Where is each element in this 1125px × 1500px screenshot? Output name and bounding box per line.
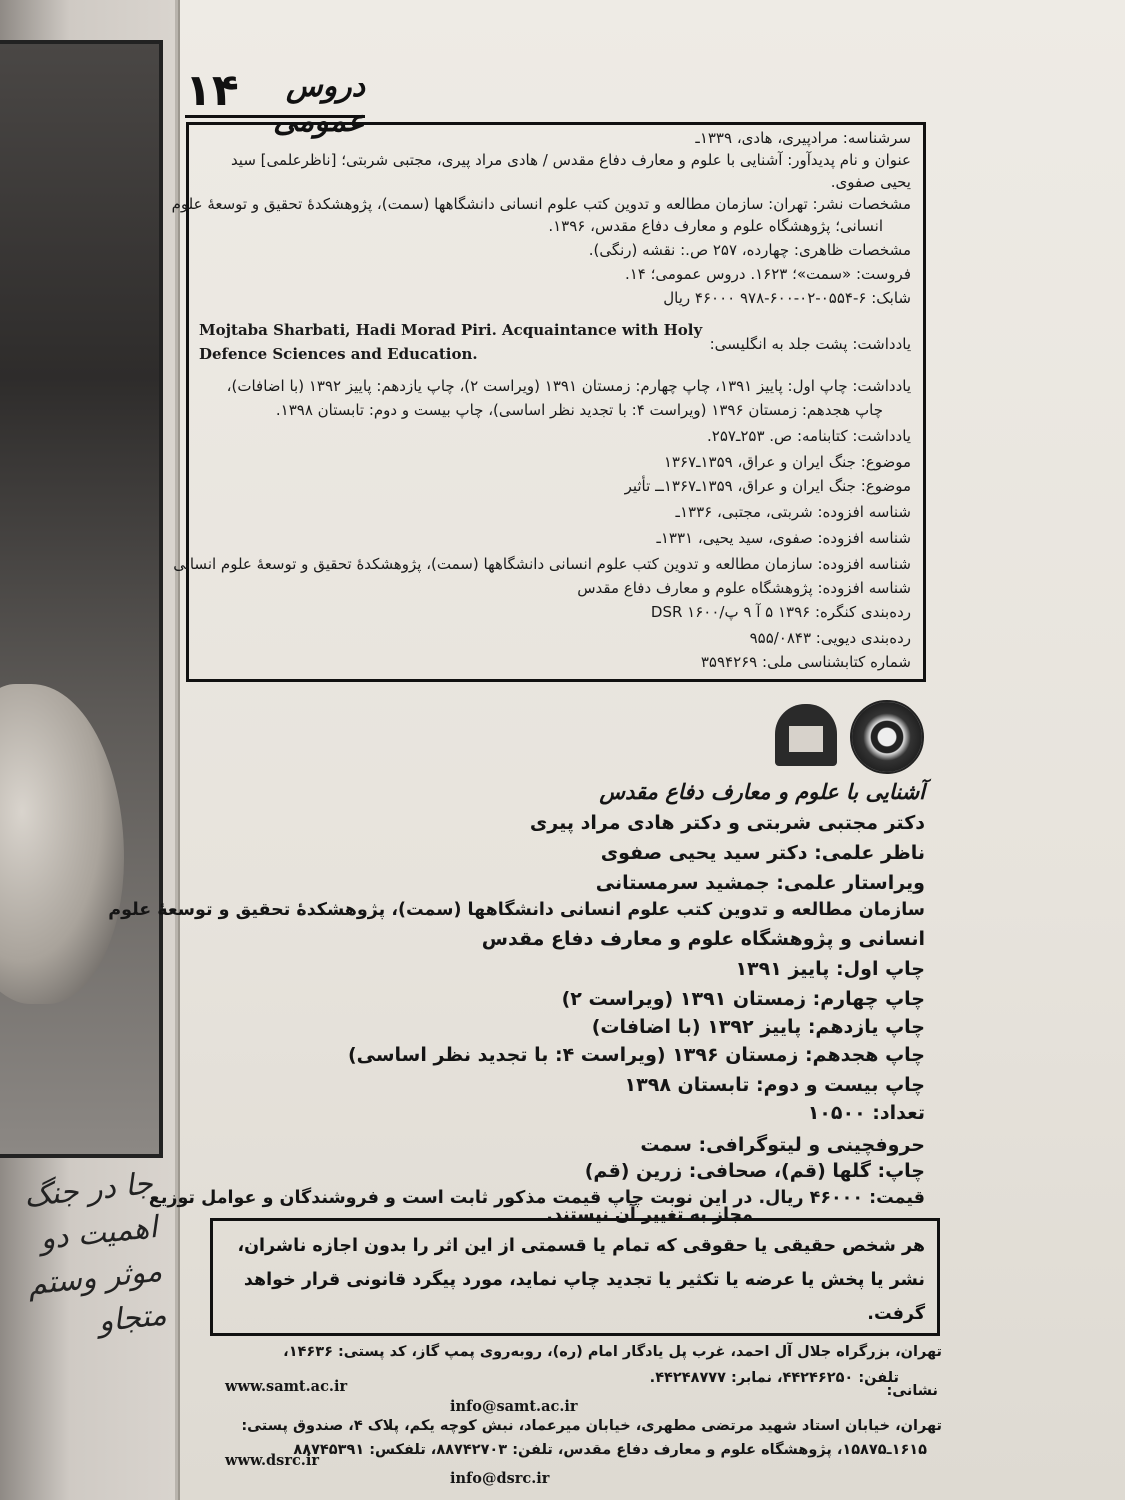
colophon-line: مجاز به تغییر آن نیستند.	[546, 1205, 753, 1225]
cip-line: یادداشت: پشت جلد به انگلیسی:	[709, 335, 911, 353]
cip-line: انسانی؛ پژوهشگاه علوم و معارف دفاع مقدس، ۱۳۹۶.	[548, 217, 883, 235]
colophon-line: چاپ اول: پاییز ۱۳۹۱	[735, 958, 925, 980]
copyright-notice: هر شخص حقیقی یا حقوقی که تمام یا قسمتی از این اثر را بدون اجازه ناشران، نشر یا پخش یا عرضه یا تکثیر یا تجدید چاپ نماید، مورد پیگرد قانونی قرار خواهد گرفت.	[210, 1218, 940, 1336]
caption-line: جا در جنگ اهمیت دو	[22, 1166, 160, 1257]
colophon-line: چاپ بیست و دوم: تابستان ۱۳۹۸	[624, 1074, 925, 1096]
colophon-line: حروفچینی و لیتوگرافی: سمت	[640, 1134, 925, 1156]
caption-line: موثر وستم متجاو	[26, 1253, 169, 1340]
cip-subject: موضوع: جنگ ایران و عراق، ۱۳۵۹ـ۱۳۶۷	[663, 453, 911, 471]
cip-line: فروست: «سمت»؛ ۱۶۲۳. دروس عمومی؛ ۱۴.	[624, 265, 911, 283]
previous-page	[0, 0, 175, 1500]
colophon-line: انسانی و پژوهشگاه علوم و معارف دفاع مقدس	[481, 928, 925, 950]
colophon-line: تعداد: ۱۰۵۰۰	[807, 1102, 925, 1124]
cip-line: یادداشت: کتابنامه: ص. ۲۵۳ـ۲۵۷.	[706, 427, 911, 445]
series-number: ۱۴	[185, 65, 239, 116]
portrait-face	[0, 684, 124, 1004]
cip-isbn: شابک: ۶-۰۵۵۴-۰۲-۶۰۰-۹۷۸ ۴۶۰۰۰ ریال	[663, 289, 911, 307]
cip-national-number: شماره کتابشناسی ملی: ۳۵۹۴۲۶۹	[700, 653, 911, 671]
colophon-line: ویراستار علمی: جمشید سرمستانی	[595, 872, 925, 894]
previous-page-caption	[0, 1162, 169, 1354]
colophon-line: سازمان مطالعه و تدوین کتب علوم انسانی دانشگاهها (سمت)، پژوهشکدهٔ تحقیق و توسعهٔ علوم	[108, 900, 925, 920]
address-line: ۱۶۱۵ـ۱۵۸۷۵، پژوهشگاه علوم و معارف دفاع مقدس، تلفن: ۸۸۷۴۲۷۰۳، تلفکس: ۸۸۷۴۵۳۹۱	[293, 1442, 927, 1458]
colophon-line: چاپ: گلها (قم)، صحافی: زرین (قم)	[584, 1160, 925, 1182]
cip-classification: رده‌بندی دیویی: ۹۵۵/۰۸۴۳	[749, 629, 911, 647]
book-title: آشنایی با علوم و معارف دفاع مقدس	[599, 780, 925, 804]
cip-line: شناسه افزوده: صفوی، سید یحیی، ۱۳۳۱ـ	[656, 529, 911, 547]
english-title-line: Mojtaba Sharbati, Hadi Morad Piri. Acquaintance with Holy	[199, 321, 703, 339]
cip-line: یادداشت: چاپ اول: پاییز ۱۳۹۱، چاپ چهارم: زمستان ۱۳۹۱ (ویراست ۲)، چاپ یازدهم: پاییز ۱۳۹۲ (با اضافات)،	[226, 377, 911, 395]
building-seal-icon	[775, 704, 837, 766]
colophon-line: چاپ یازدهم: پاییز ۱۳۹۲ (با اضافات)	[591, 1016, 925, 1038]
address-line: تهران، خیابان استاد شهید مرتضی مطهری، خیابان میرعماد، نبش کوچه یکم، پلاک ۴، صندوق پستی:	[241, 1418, 942, 1434]
portrait-photo	[0, 40, 163, 1158]
cip-line: شناسه افزوده: پژوهشگاه علوم و معارف دفاع مقدس	[577, 579, 911, 597]
cip-line: شناسه افزوده: شربتی، مجتبی، ۱۳۳۶ـ	[675, 503, 911, 521]
cip-classification: رده‌بندی کنگره: ۱۳۹۶ ۵ آ ۹ پ/۱۶۰۰ DSR	[650, 603, 911, 621]
cip-line: مشخصات ظاهری: چهارده، ۲۵۷ ص.: نقشه (رنگی).	[588, 241, 911, 259]
cip-line: مشخصات نشر: تهران: سازمان مطالعه و تدوین کتب علوم انسانی دانشگاهها (سمت)، پژوهشکدهٔ تحقیق و توسعهٔ علوم	[171, 195, 911, 213]
cip-line: سرشناسه: مرادپیری، هادی، ۱۳۳۹ـ	[695, 129, 911, 147]
address-line: تلفن: ۴۴۲۴۶۲۵۰، نمابر: ۴۴۲۴۸۷۷۷.	[649, 1370, 899, 1386]
series-title: دروس عمومی	[273, 69, 365, 139]
samt-ring-logo-icon	[850, 700, 924, 774]
price-line: قیمت: ۴۶۰۰۰ ریال. در این نوبت چاپ قیمت مذکور ثابت است و فروشندگان و عوامل توزیع	[148, 1188, 925, 1208]
copyright-page	[108, 0, 1125, 1500]
cip-line: شناسه افزوده: سازمان مطالعه و تدوین کتب علوم انسانی دانشگاهها (سمت)، پژوهشکدهٔ تحقیق و توسعهٔ علوم انسانی	[173, 555, 911, 573]
cip-subject: موضوع: جنگ ایران و عراق، ۱۳۵۹ـ۱۳۶۷ــ تأثیر	[624, 477, 911, 495]
series-header	[185, 55, 365, 139]
cip-line: چاپ هجدهم: زمستان ۱۳۹۶ (ویراست ۴: با تجدید نظر اساسی)، چاپ بیست و دوم: تابستان ۱۳۹۸.	[275, 401, 883, 419]
colophon-line: چاپ هجدهم: زمستان ۱۳۹۶ (ویراست ۴: با تجدید نظر اساسی)	[347, 1044, 925, 1066]
colophon-line: دکتر مجتبی شربتی و دکتر هادی مراد پیری	[529, 812, 925, 834]
cataloging-box	[171, 122, 926, 682]
publisher-logos	[775, 700, 925, 780]
email-link[interactable]: info@dsrc.ir	[450, 1470, 550, 1487]
cip-line: عنوان و نام پدیدآور: آشنایی با علوم و معارف دفاع مقدس / هادی مراد پیری، مجتبی شربتی؛ [ناظرعلمی] سید	[230, 151, 911, 169]
colophon-line: ناظر علمی: دکتر سید یحیی صفوی	[600, 842, 925, 864]
english-title-line: Defence Sciences and Education.	[199, 345, 478, 363]
email-link[interactable]: info@samt.ac.ir	[450, 1398, 578, 1415]
website-link[interactable]: www.samt.ac.ir	[225, 1378, 348, 1395]
address-label: نشانی:	[886, 1383, 938, 1399]
colophon-line: چاپ چهارم: زمستان ۱۳۹۱ (ویراست ۲)	[561, 988, 925, 1010]
address-line: تهران، بزرگراه جلال آل احمد، غرب پل یادگار امام (ره)، روبه‌روی پمپ گاز، کد پستی: ۱۴۶۳۶،	[283, 1344, 942, 1360]
website-link[interactable]: www.dsrc.ir	[225, 1452, 320, 1469]
cip-line: یحیی صفوی.	[830, 173, 911, 191]
